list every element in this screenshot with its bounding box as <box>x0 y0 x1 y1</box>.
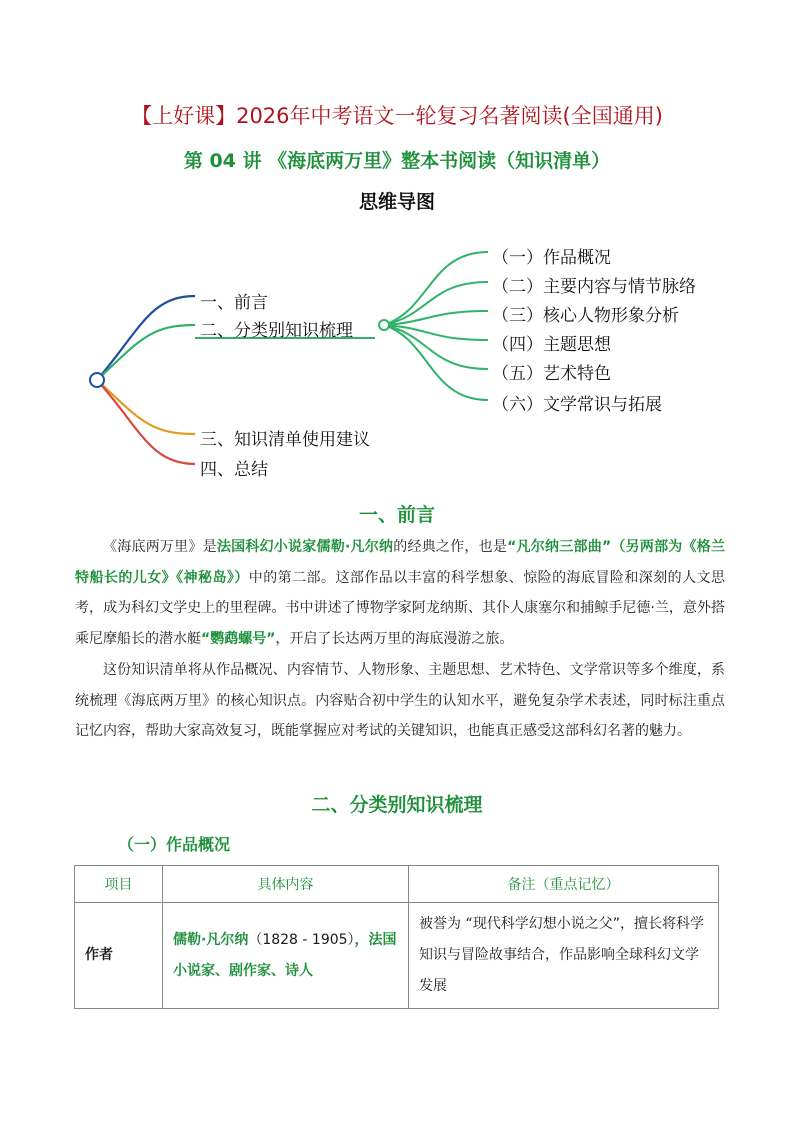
table-cell-note: 被誉为 “现代科学幻想小说之父”，擅长将科学知识与冒险故事结合，作品影响全球科幻文学发展 <box>409 903 719 1009</box>
mindmap-sub-branch-1 <box>384 252 488 325</box>
preface-paragraph-1: 《海底两万里》是法国科幻小说家儒勒·凡尔纳的经典之作，也是“凡尔纳三部曲”（另两部为《格兰特船长的儿女》《神秘岛》）中的第二部。这部作品以丰富的科学想象、惊险的海底冒险和深刻的人文思考，成为科幻文学史上的里程碑。书中讲述了博物学家阿龙纳斯、其仆人康塞尔和捕鲸手尼德·兰，意外搭乘尼摩船长的潜水艇“鹦鹉螺号”，开启了长达两万里的海底漫游之旅。 <box>75 539 726 647</box>
mindmap-sub-overview: （一）作品概况 <box>492 248 611 268</box>
mindmap-item-preface: 一、前言 <box>200 293 268 313</box>
mindmap-sub-plot: （二）主要内容与情节脉络 <box>492 277 696 297</box>
mindmap-diagram <box>0 0 794 500</box>
mindmap-item-knowledge: 二、分类别知识梳理 <box>200 321 353 341</box>
doc-title-line2: 第 04 讲 《海底两万里》整本书阅读（知识清单） <box>183 150 611 172</box>
mindmap-sub-theme: （四）主题思想 <box>492 335 611 355</box>
mindmap-item-summary: 四、总结 <box>200 460 268 480</box>
mindmap-heading: 思维导图 <box>358 191 435 213</box>
section-knowledge-heading: 二、分类别知识梳理 <box>311 794 483 816</box>
table-header-row <box>75 866 719 903</box>
subsection-overview-heading: （一）作品概况 <box>118 835 231 854</box>
mindmap-sub-branch-6 <box>384 325 488 400</box>
mindmap-sub-branch-2 <box>384 282 488 325</box>
table-row <box>75 903 719 1009</box>
section-preface-heading: 一、前言 <box>358 504 435 526</box>
table-cell-item: 作者 <box>75 903 163 1009</box>
table-cell-content: 儒勒·凡尔纳（1828 - 1905），法国小说家、剧作家、诗人 <box>163 903 409 1009</box>
doc-title-line1: 【上好课】2026年中考语文一轮复习名著阅读(全国通用) <box>131 104 663 128</box>
mindmap-sub-literature: （六）文学常识与拓展 <box>492 395 662 415</box>
overview-table <box>74 865 719 1009</box>
mindmap-item-usage: 三、知识清单使用建议 <box>200 430 370 450</box>
mindmap-branch-2 <box>97 325 195 380</box>
mindmap-root-node <box>90 373 104 387</box>
table-header-content: 具体内容 <box>163 866 409 903</box>
preface-paragraph-2: 这份知识清单将从作品概况、内容情节、人物形象、主题思想、艺术特色、文学常识等多个维度，系统梳理《海底两万里》的核心知识点。内容贴合初中学生的认知水平，避免复杂学术表述，同时标注重点记忆内容，帮助大家高效复习，既能掌握应对考试的关键知识，也能真正感受这部科幻名著的魅力。 <box>75 662 725 739</box>
mindmap-sub-characters: （三）核心人物形象分析 <box>492 306 679 326</box>
table-header-note: 备注（重点记忆） <box>409 866 719 903</box>
mindmap-sub-art: （五）艺术特色 <box>492 364 611 384</box>
table-header-item: 项目 <box>75 866 163 903</box>
mindmap-hub-node <box>379 320 389 330</box>
mindmap-branch-3 <box>97 380 195 434</box>
